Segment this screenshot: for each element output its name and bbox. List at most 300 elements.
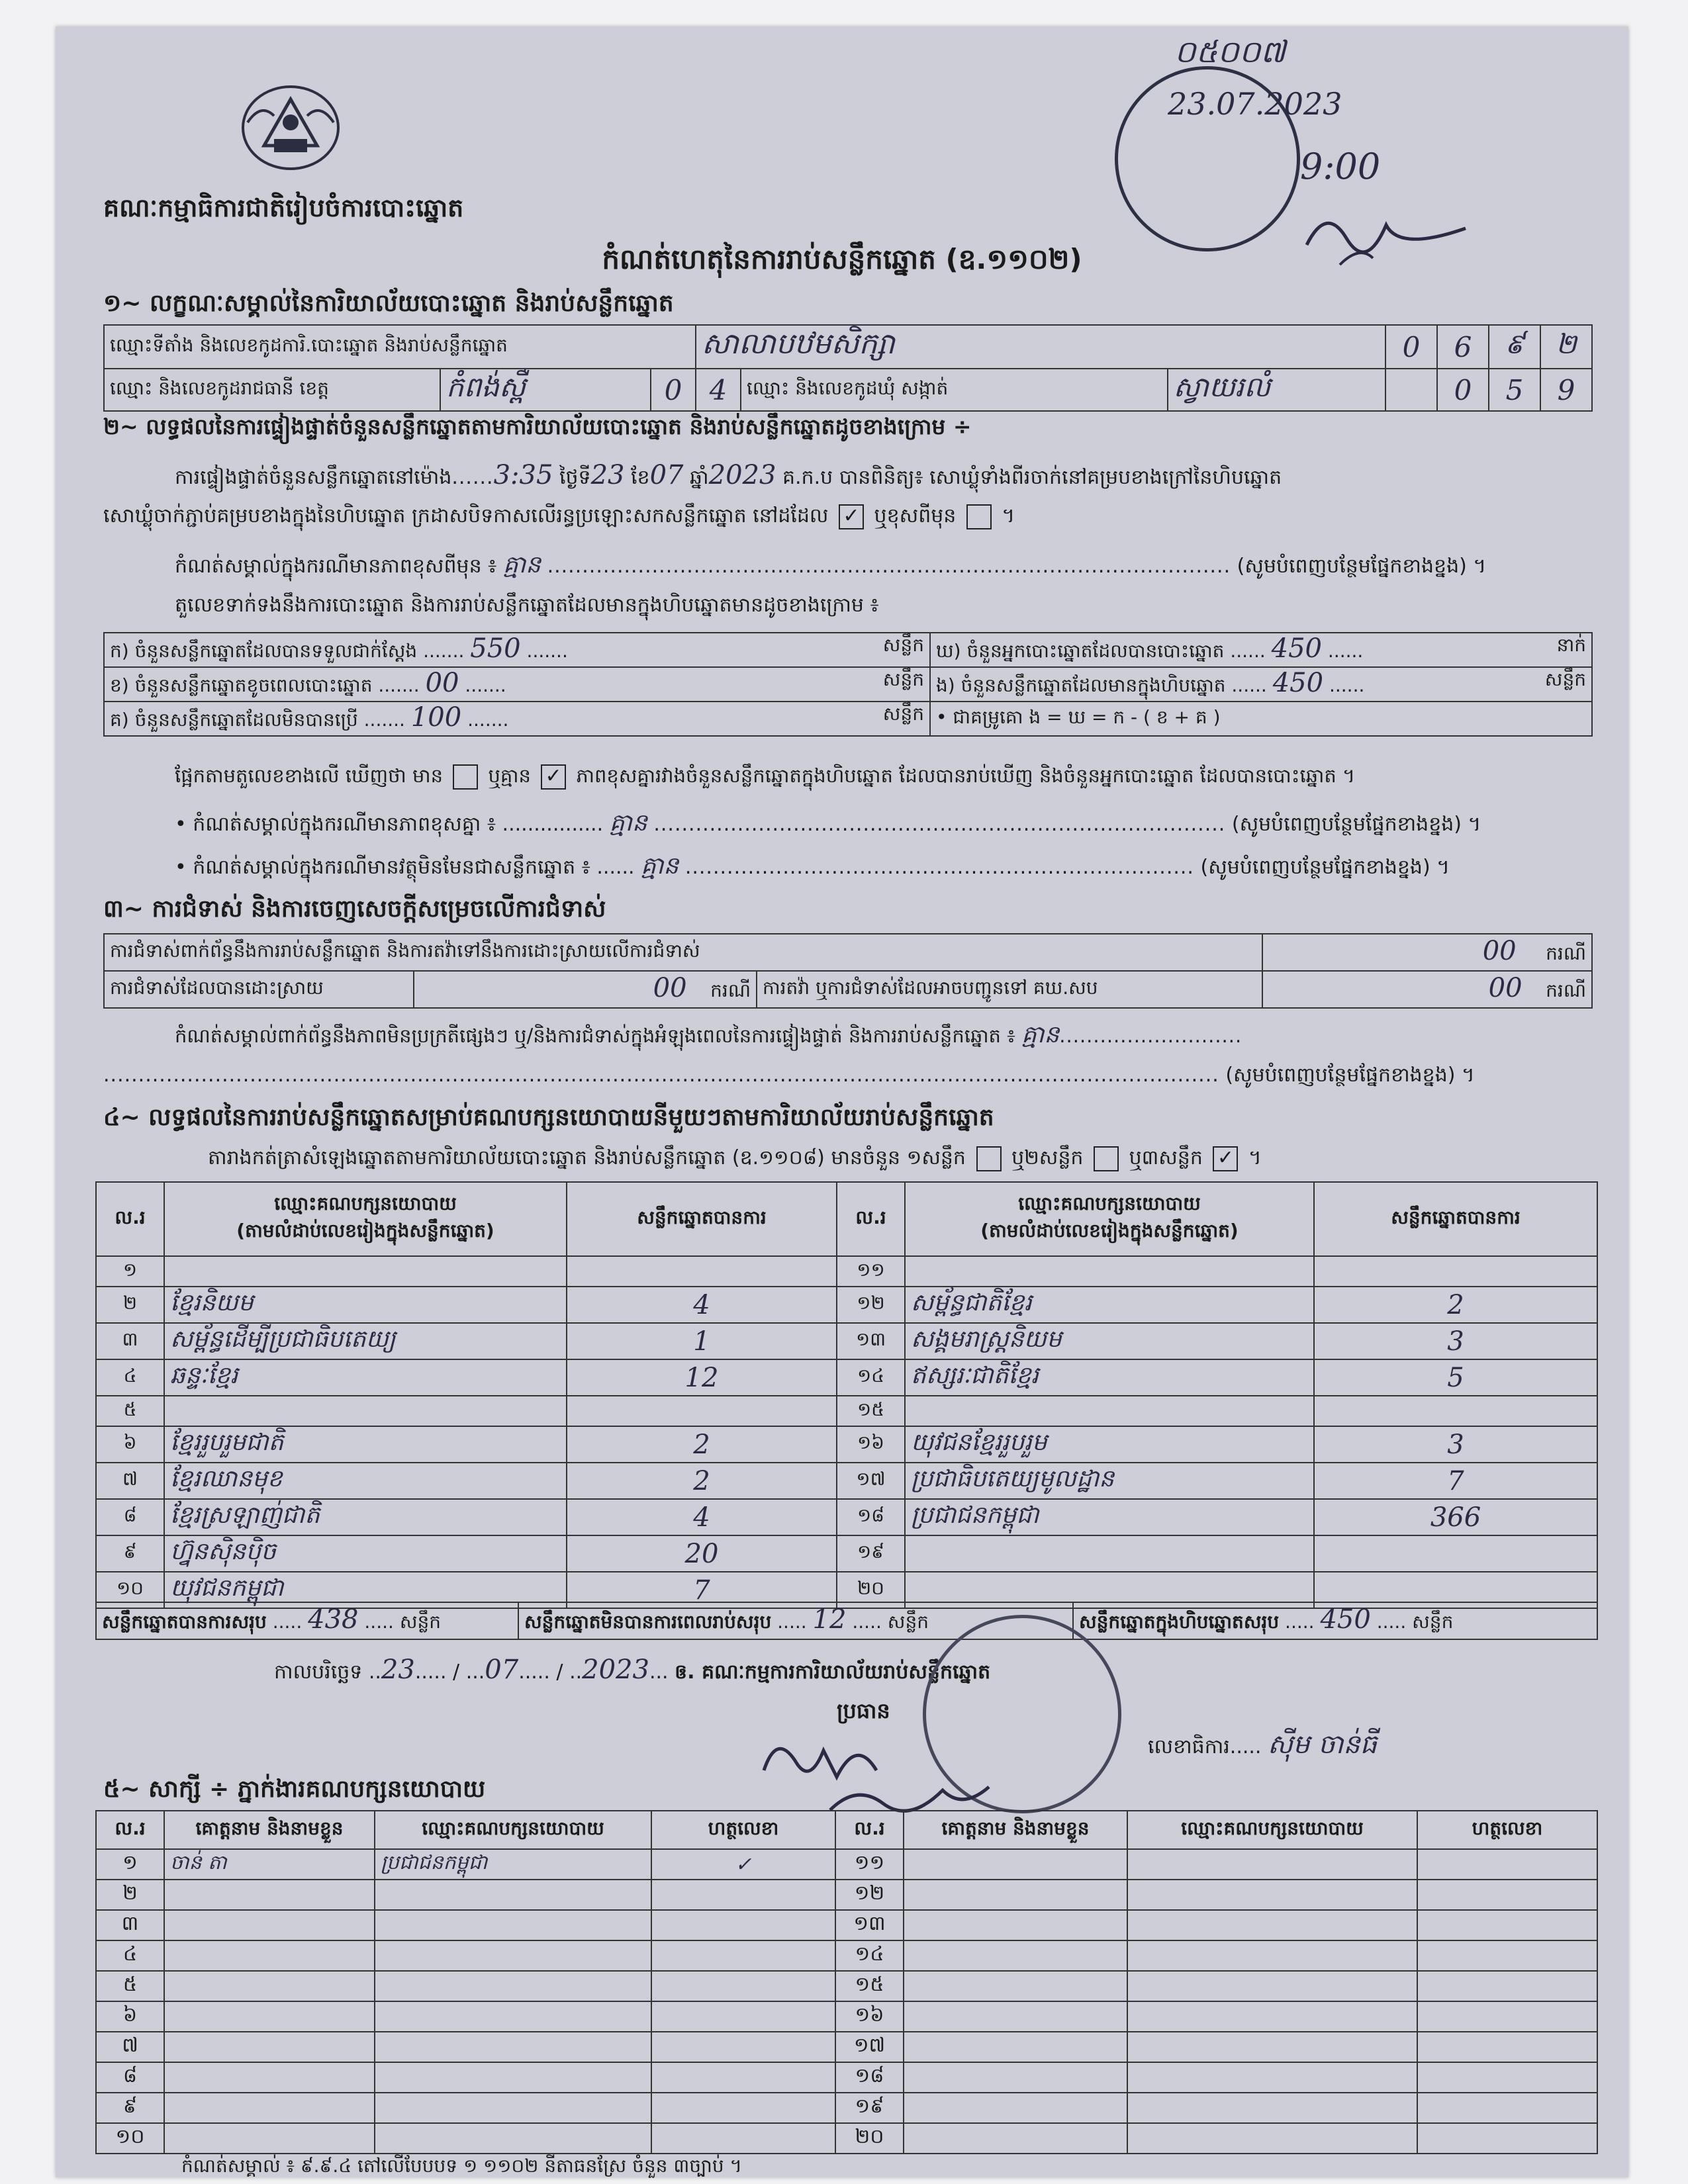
party-name [905, 1256, 1314, 1287]
witness-signature [651, 2062, 835, 2093]
ng-unit: សន្លឹក [1544, 668, 1586, 690]
complaints-row2-value-cell [414, 971, 757, 1008]
site-code-2: 6 [1437, 325, 1489, 369]
party-votes [1314, 1256, 1597, 1287]
table-row [96, 1256, 1597, 1287]
section2-line3: កំណត់សម្គាល់ក្នុងករណីមានភាពខុសពីមុន ៖ គ្មាន .................................................................................................. (សូមបំពេញបន្ថែមផ្នែកខាងខ្នង) ។ [175, 551, 1487, 578]
complaints-row1-label: ការជំទាស់ពាក់ព័ន្ធនឹងការរាប់សន្លឹកឆ្នោត និងការតវ៉ាទៅនឹងការដោះស្រាយលើការជំទាស់ [104, 934, 1262, 971]
witness-party [375, 2001, 651, 2032]
commune-code-1: 0 [1437, 369, 1489, 411]
line2-or-text: ឬខុសពីមុន [874, 504, 957, 527]
witness-name [164, 2093, 375, 2123]
row-no: ១៣ [835, 1910, 904, 1940]
row-no: ១៦ [837, 1426, 905, 1463]
two-sheet-checkbox[interactable] [1094, 1146, 1119, 1171]
unchanged-checkbox[interactable]: ✓ [839, 504, 864, 529]
row-no: ៣ [96, 1323, 164, 1359]
witness-party [1127, 1880, 1417, 1910]
section2-line2: សោឃ្លុំចាក់ភ្ជាប់គម្របខាងក្នុងនៃហិបឆ្នោត ក្រដាសបិទកាសលើរន្ធប្រឡោះសកសន្លឹកឆ្នោត នៅដដែល ✓ ឬខុសពីមុន ។ [103, 503, 1015, 532]
party-votes [1314, 1396, 1597, 1426]
witness-signature: ✓ [651, 1849, 835, 1880]
kha-label: ខ) ចំនួនសន្លឹកឆ្នោតខូចពេលបោះឆ្នោត [110, 674, 373, 696]
row-no: ៣ [96, 1910, 164, 1940]
chair-signature-icon [751, 1711, 1002, 1826]
party-votes [567, 1396, 837, 1426]
total-box-value: 450 [1320, 1604, 1371, 1635]
row-no: ១១ [837, 1256, 905, 1287]
complaints-row1-unit: ករណី [1546, 942, 1586, 964]
commune-code-blank [1385, 369, 1437, 411]
kho-unit: នាក់ [1556, 634, 1586, 656]
line1-suffix: គ.ក.ប បានពិនិត្យ៖ សោឃ្លុំទាំងពីរចាក់នៅគម្របខាងក្រៅនៃហិបឆ្នោត [782, 466, 1282, 489]
col-party-left [164, 1182, 567, 1256]
total-box-label: សន្លឹកឆ្នោតក្នុងហិបឆ្នោតសរុប [1079, 1611, 1280, 1633]
witness-signature [1417, 2001, 1597, 2032]
section2-note1: • កំណត់សម្គាល់ក្នុងករណីមានភាពខុសគ្នា ៖ ................ គ្មាន .................................................................................. (សូមបំពេញបន្ថែមផ្នែកខាងខ្នង) ។ [175, 809, 1481, 837]
witness-name [904, 1849, 1127, 1880]
witness-party [375, 2032, 651, 2062]
witness-signature [1417, 1971, 1597, 2001]
line5-a: ផ្អែកតាមតួលេខខាងលើ ឃើញថា មាន [175, 764, 444, 787]
line1-prefix: ការផ្ទៀងផ្ទាត់ចំនួនសន្លឹកឆ្នោតនៅម៉ោង [175, 466, 452, 489]
party-name: ឆន្ទៈខ្មែរ [164, 1359, 567, 1396]
party-votes: 2 [1314, 1287, 1597, 1323]
row-no: ១០ [96, 2123, 164, 2154]
province-code-2: 4 [696, 369, 741, 411]
secretary-label: លេខាធិការ [1148, 1735, 1230, 1758]
committee-label: ឲ. គណៈកម្មការការិយាល័យរាប់សន្លឹកឆ្នោត [675, 1661, 991, 1684]
commune-code-3: 9 [1540, 369, 1592, 411]
party-votes: 3 [1314, 1323, 1597, 1359]
witness-name [904, 2093, 1127, 2123]
row-no: ១២ [837, 1287, 905, 1323]
row-no: ១៤ [835, 1940, 904, 1971]
party-name [905, 1396, 1314, 1426]
date-year: 2023 [582, 1655, 649, 1685]
party-name: សង្គមរាស្ត្រនិយម [905, 1323, 1314, 1359]
witness-name [164, 1880, 375, 1910]
witness-signature [1417, 1910, 1597, 1940]
commune-code-2: 5 [1489, 369, 1540, 411]
year-label: ឆ្នាំ [690, 466, 709, 489]
witness-party [1127, 2001, 1417, 2032]
section3-note-line2: ................................................................................................................................................................ (សូមបំពេញបន្ថែមផ្នែកខាងខ្នង) ។ [103, 1064, 1475, 1087]
total-invalid-value: 12 [812, 1604, 847, 1635]
party-name [164, 1396, 567, 1426]
witness-party [375, 1940, 651, 1971]
section3-note-value: គ្មាន [1021, 1021, 1060, 1048]
row-no: ១៨ [835, 2062, 904, 2093]
complaints-row2-value2-cell [1262, 971, 1592, 1008]
witness-signature [1417, 2032, 1597, 2062]
row-no: ៨ [96, 1499, 164, 1535]
table-row [96, 2093, 1597, 2123]
party-votes [1314, 1535, 1597, 1572]
witness-signature [651, 2032, 835, 2062]
witness-name [904, 2032, 1127, 2062]
line2-text: សោឃ្លុំចាក់ភ្ជាប់គម្របខាងក្នុងនៃហិបឆ្នោត ក្រដាសបិទកាសលើរន្ធប្រឡោះសកសន្លឹកឆ្នោត នៅដដែល [103, 504, 829, 527]
table-row [96, 1463, 1597, 1499]
table-row [96, 2001, 1597, 2032]
section1-table [103, 324, 1593, 412]
three-sheet-checkbox[interactable]: ✓ [1213, 1146, 1238, 1171]
witness-name [904, 2123, 1127, 2154]
complaints-row2-unit: ករណី [710, 979, 751, 1001]
note1-fill-note: (សូមបំពេញបន្ថែមផ្នែកខាងខ្នង) ។ [1231, 813, 1481, 836]
party-votes: 2 [567, 1426, 837, 1463]
party-votes: 4 [567, 1499, 837, 1535]
total-invalid-label: សន្លឹកឆ្នោតមិនបានការពេលរាប់សរុប [524, 1611, 772, 1633]
col-party-left-sub: (តាមលំដាប់លេខរៀងក្នុងសន្លឹកឆ្នោត) [236, 1220, 494, 1242]
witness-party [1127, 1910, 1417, 1940]
w-col-party-left: ឈ្មោះគណបក្សនយោបាយ [375, 1811, 651, 1849]
row-no: ១៩ [835, 2093, 904, 2123]
row-no: ៥ [96, 1396, 164, 1426]
total-invalid-unit: សន្លឹក [887, 1611, 929, 1633]
table-row [96, 1971, 1597, 2001]
party-votes: 5 [1314, 1359, 1597, 1396]
witness-name [904, 1910, 1127, 1940]
form-title: កំណត់ហេតុនៃការរាប់សន្លឹកឆ្នោត (ឧ.១១០២) [602, 243, 1082, 275]
witness-party [1127, 1849, 1417, 1880]
org-name: គណៈកម្មាធិការជាតិរៀបចំការបោះឆ្នោត [103, 193, 464, 222]
row-no: ១៦ [835, 2001, 904, 2032]
witness-name [904, 2001, 1127, 2032]
one-sheet-checkbox[interactable] [976, 1146, 1002, 1171]
party-votes: 1 [567, 1323, 837, 1359]
witness-signature [651, 2093, 835, 2123]
table-row [96, 1396, 1597, 1426]
party-name: ខ្មែរនិយម [164, 1287, 567, 1323]
party-name: ខ្មែរឈានមុខ [164, 1463, 567, 1499]
row-no: ១៧ [837, 1463, 905, 1499]
party-name: សម្ព័ន្ធជាតិខ្មែរ [905, 1287, 1314, 1323]
total-invalid-cell: សន្លឹកឆ្នោតមិនបានការពេលរាប់សរុប ..... 12 ..... សន្លឹក [518, 1602, 1073, 1639]
ng-label: ង) ចំនួនសន្លឹកឆ្នោតដែលមានក្នុងហិបឆ្នោត [936, 674, 1226, 696]
witness-party [1127, 2032, 1417, 2062]
section2-line5 [175, 764, 1355, 792]
witness-signature [651, 1910, 835, 1940]
date-month: 07 [485, 1655, 519, 1685]
complaints-row1-value-cell [1262, 934, 1592, 971]
witness-name [164, 2001, 375, 2032]
kho-label: ឃ) ចំនួនអ្នកបោះឆ្នោតដែលបានបោះឆ្នោត [936, 640, 1225, 662]
table-row [96, 1359, 1597, 1396]
col-no-right: ល.រ [837, 1182, 905, 1256]
results-body [96, 1256, 1597, 1608]
witness-party [1127, 2123, 1417, 2154]
witness-body [96, 1849, 1597, 2154]
w-col-name-right: គោត្តនាម និងនាមខ្លួន [904, 1811, 1127, 1849]
note1-value: គ្មាន [609, 809, 647, 837]
complaints-table [103, 933, 1593, 1009]
ka-unit: សន្លឹក [882, 634, 924, 656]
party-votes: 12 [567, 1359, 837, 1396]
witness-signature [1417, 2062, 1597, 2093]
two-sheet-label: ឬ២សន្លឹក [1011, 1146, 1084, 1169]
row-no: ២ [96, 1287, 164, 1323]
note2-fill-note: (សូមបំពេញបន្ថែមផ្នែកខាងខ្នង) ។ [1200, 856, 1450, 879]
section3-note-label: កំណត់សម្គាល់ពាក់ព័ន្ធនឹងភាពមិនប្រក្រតីផ្សេងៗ ឬ/និងការជំទាស់ក្នុងអំឡុងពេលនៃការផ្ទៀងផ្ទាត់ និងការរាប់សន្លឹកឆ្នោត ៖ [175, 1024, 1015, 1047]
total-valid-cell: សន្លឹកឆ្នោតបានការសរុប ..... 438 ..... សន្លឹក [96, 1602, 518, 1639]
row-kha: ខ) ចំនួនសន្លឹកឆ្នោតខូចពេលបោះឆ្នោត ....... 00 ....... សន្លឹក [104, 667, 930, 702]
changed-checkbox[interactable] [966, 504, 992, 529]
table-row [96, 1499, 1597, 1535]
day-label: ថ្ងៃទី [559, 466, 591, 489]
row-no: ៩ [96, 2093, 164, 2123]
witness-party [375, 2123, 651, 2154]
w-col-name-left: គោត្តនាម និងនាមខ្លួន [164, 1811, 375, 1849]
party-votes: 366 [1314, 1499, 1597, 1535]
party-name [905, 1535, 1314, 1572]
witness-name [904, 1880, 1127, 1910]
witness-table [95, 1810, 1598, 2154]
commune-value: ស្វាយរលំ [1168, 369, 1385, 411]
section3-fill-note: (សូមបំពេញបន្ថែមផ្នែកខាងខ្នង) ។ [1225, 1064, 1475, 1087]
stamp-time: 9:00 [1300, 146, 1381, 187]
complaints-row2-value2: 00 [1488, 973, 1523, 1003]
witness-signature [1417, 1849, 1597, 1880]
witness-signature [651, 2123, 835, 2154]
w-col-no-right: ល.រ [835, 1811, 904, 1849]
witness-party [375, 1880, 651, 1910]
row-no: ៩ [96, 1535, 164, 1572]
table-row [96, 1880, 1597, 1910]
row-no: ១៥ [835, 1971, 904, 2001]
col-votes-right: សន្លឹកឆ្នោតបានការ [1314, 1182, 1597, 1256]
witness-signature [1417, 2093, 1597, 2123]
w-col-no-left: ល.រ [96, 1811, 164, 1849]
ko-unit: សន្លឹក [882, 703, 924, 725]
witness-name [164, 2062, 375, 2093]
line5-b: ឬគ្មាន [488, 764, 531, 787]
section5-title: ៥~ សាក្សី ÷ ភ្នាក់ងារគណបក្សនយោបាយ [103, 1776, 486, 1803]
complaints-row2-label2: ការតវ៉ា ឬការជំទាស់ដែលអាចបញ្ជូនទៅ គឃ.សប [757, 971, 1262, 1008]
witness-party [1127, 2093, 1417, 2123]
note2-label: • កំណត់សម្គាល់ក្នុងករណីមានវត្ថុមិនមែនជាសន្លឹកឆ្នោត ៖ [175, 856, 590, 879]
row-no: ៧ [96, 1463, 164, 1499]
table-row [96, 1287, 1597, 1323]
month-label: ខែ [631, 466, 650, 489]
row-ng: ង) ចំនួនសន្លឹកឆ្នោតដែលមានក្នុងហិបឆ្នោត ...... 450 ...... សន្លឹក [930, 667, 1592, 702]
col-party-right-title: ឈ្មោះគណបក្សនយោបាយ [1018, 1193, 1201, 1214]
province-code-1: 0 [651, 369, 696, 411]
witness-party [1127, 1940, 1417, 1971]
witness-name [164, 2123, 375, 2154]
witness-signature [651, 1971, 835, 2001]
ko-value: 100 [410, 702, 462, 733]
total-box-cell: សន្លឹកឆ្នោតក្នុងហិបឆ្នោតសរុប ..... 450 ..... សន្លឹក [1073, 1602, 1597, 1639]
row-no: ១២ [835, 1880, 904, 1910]
ng-value: 450 [1272, 668, 1324, 698]
count-day: 23 [590, 460, 625, 490]
witness-party [1127, 1971, 1417, 2001]
note1-label: • កំណត់សម្គាល់ក្នុងករណីមានភាពខុសគ្នា ៖ [175, 813, 496, 836]
section4-intro: តារាងកត់ត្រាសំឡេងឆ្នោតតាមការិយាល័យបោះឆ្នោត និងរាប់សន្លឹកឆ្នោត (ឧ.១១០៨) មានចំនួន ១សន្លឹក ឬ២សន្លឹក ឬ៣សន្លឹក ✓ ។ [208, 1145, 1262, 1174]
table-row [96, 1323, 1597, 1359]
witness-signature [651, 1940, 835, 1971]
witness-name [164, 1971, 375, 2001]
site-value: សាលាបឋមសិក្សា [696, 325, 1385, 369]
secretary-name: ស៊ីម ចាន់ធី [1268, 1729, 1378, 1760]
col-party-left-title: ឈ្មោះគណបក្សនយោបាយ [274, 1193, 457, 1214]
row-no: ១ [96, 1256, 164, 1287]
col-no-left: ល.រ [96, 1182, 164, 1256]
site-code-4: ២ [1540, 325, 1592, 369]
no-difference-checkbox[interactable]: ✓ [541, 764, 566, 790]
formula: • ជាគម្រូគោ ង = ឃ = ក - ( ខ + គ ) [930, 702, 1592, 736]
witness-signature [1417, 1880, 1597, 1910]
row-no: ១៥ [837, 1396, 905, 1426]
witness-party [375, 1971, 651, 2001]
province-label: ឈ្មោះ និងលេខកូដរាជធានី ខេត្ត [104, 369, 440, 411]
w-col-sign-left: ហត្ថលេខា [651, 1811, 835, 1849]
row-no: ៨ [96, 2062, 164, 2093]
count-month: 07 [649, 460, 684, 490]
site-code-1: 0 [1385, 325, 1437, 369]
row-no: ៦ [96, 1426, 164, 1463]
row-no: ៥ [96, 1971, 164, 2001]
note2-value: គ្មាន [641, 852, 679, 880]
party-votes: 3 [1314, 1426, 1597, 1463]
col-votes-left: សន្លឹកឆ្នោតបានការ [567, 1182, 837, 1256]
date-label: កាលបរិច្ឆេទ [274, 1661, 363, 1684]
party-name: ប្រជាជនកម្ពុជា [905, 1499, 1314, 1535]
section3-title: ៣~ ការជំទាស់ និងការចេញសេចក្តីសម្រេចលើការជំទាស់ [103, 895, 606, 923]
w-col-party-right: ឈ្មោះគណបក្សនយោបាយ [1127, 1811, 1417, 1849]
total-valid-label: សន្លឹកឆ្នោតបានការសរុប [102, 1611, 267, 1633]
party-votes: 2 [567, 1463, 837, 1499]
row-no: ១៩ [837, 1535, 905, 1572]
complaints-row2-label: ការជំទាស់ដែលបានដោះស្រាយ [104, 971, 414, 1008]
section4-intro-text: តារាងកត់ត្រាសំឡេងឆ្នោតតាមការិយាល័យបោះឆ្នោត និងរាប់សន្លឹកឆ្នោត (ឧ.១១០៨) មានចំនួន ១សន្លឹក [208, 1146, 966, 1169]
table-row [96, 2123, 1597, 2154]
site-label: ឈ្មោះទីតាំង និងលេខកូដការិ.បោះឆ្នោត និងរាប់សន្លឹកឆ្នោត [104, 325, 696, 369]
commune-label: ឈ្មោះ និងលេខកូដឃុំ សង្កាត់ [741, 369, 1168, 411]
section2-title: ២~ លទ្ធផលនៃការផ្ទៀងផ្ទាត់ចំនួនសន្លឹកឆ្នោតតាមការិយាល័យបោះឆ្នោត និងរាប់សន្លឹកឆ្នោតដូចខាងក្រោម ÷ [103, 414, 972, 439]
col-party-right [905, 1182, 1314, 1256]
row-no: ៤ [96, 1940, 164, 1971]
has-difference-checkbox[interactable] [453, 764, 478, 790]
row-no: ១ [96, 1849, 164, 1880]
totals-table [95, 1602, 1598, 1640]
row-no: ២០ [835, 2123, 904, 2154]
party-name: ហ្វ៊ុនស៊ិនប៉ិច [164, 1535, 567, 1572]
kho-value: 450 [1271, 633, 1323, 664]
party-votes: 7 [1314, 1463, 1597, 1499]
nec-emblem-icon [234, 76, 347, 175]
witness-signature [1417, 2123, 1597, 2154]
section2-line1: ការផ្ទៀងផ្ទាត់ចំនួនសន្លឹកឆ្នោតនៅម៉ោង......3:35 ថ្ងៃទី23 ខែ07 ឆ្នាំ2023 គ.ក.ប បានពិនិត្យ៖ សោឃ្លុំទាំងពីរចាក់នៅគម្របខាងក្រៅនៃហិបឆ្នោត [175, 460, 1282, 490]
section1-title: ១~ លក្ខណៈសម្គាល់នៃការិយាល័យបោះឆ្នោត និងរាប់សន្លឹកឆ្នោត [103, 290, 674, 317]
site-code-3: ៩ [1489, 325, 1540, 369]
total-valid-unit: សន្លឹក [399, 1611, 442, 1633]
row-ko: គ) ចំនួនសន្លឹកឆ្នោតដែលមិនបានប្រើ ....... 100 ....... សន្លឹក [104, 702, 930, 736]
table-row [96, 2062, 1597, 2093]
row-no: ១០ [96, 1572, 164, 1608]
witness-name [164, 2032, 375, 2062]
party-name: ប្រជាធិបតេយ្យមូលដ្ឋាន [905, 1463, 1314, 1499]
party-votes: 20 [567, 1535, 837, 1572]
w-col-sign-right: ហត្ថលេខា [1417, 1811, 1597, 1849]
table-row [96, 1940, 1597, 1971]
witness-name: ចាន់ តា [164, 1849, 375, 1880]
date-line: កាលបរិច្ឆេទ ..23..... / ...07..... / ..2023... ឲ. គណៈកម្មការការិយាល័យរាប់សន្លឹកឆ្នោត [274, 1655, 991, 1685]
row-no: ៦ [96, 2001, 164, 2032]
party-votes: 7 [567, 1572, 837, 1608]
table-row [96, 2032, 1597, 2062]
party-votes [567, 1256, 837, 1287]
complaints-row1-value: 00 [1482, 936, 1517, 966]
table-row [96, 1910, 1597, 1940]
witness-signature [1417, 1940, 1597, 1971]
chair-label: ប្រធាន [837, 1698, 890, 1723]
row-no: ១១ [835, 1849, 904, 1880]
line3-fill-note: (សូមបំពេញបន្ថែមផ្នែកខាងខ្នង) ។ [1237, 555, 1487, 578]
witness-party [375, 1910, 651, 1940]
section2-note2: • កំណត់សម្គាល់ក្នុងករណីមានវត្ថុមិនមែនជាសន្លឹកឆ្នោត ៖ ...... គ្មាន ......................................................................... (សូមបំពេញបន្ថែមផ្នែកខាងខ្នង) ។ [175, 852, 1450, 880]
total-valid-value: 438 [308, 1604, 359, 1635]
witness-name [164, 1940, 375, 1971]
kha-unit: សន្លឹក [882, 668, 924, 690]
date-day: 23 [381, 1655, 415, 1685]
row-no: ១៧ [835, 2032, 904, 2062]
count-year: 2023 [708, 460, 776, 490]
row-no: ១៤ [837, 1359, 905, 1396]
witness-name [904, 1940, 1127, 1971]
witness-name [164, 1910, 375, 1940]
ko-label: គ) ចំនួនសន្លឹកឆ្នោតដែលមិនបានប្រើ [110, 709, 358, 731]
witness-party [375, 2093, 651, 2123]
line5-c: ភាពខុសគ្នារវាងចំនួនសន្លឹកឆ្នោតក្នុងហិបឆ្នោត ដែលបានរាប់ឃើញ និងចំនួនអ្នកបោះឆ្នោត ដែលបានបោះឆ្នោត ។ [576, 764, 1356, 787]
party-name: ខ្មែរស្រឡាញ់ជាតិ [164, 1499, 567, 1535]
witness-name [904, 1971, 1127, 2001]
party-votes: 4 [567, 1287, 837, 1323]
row-no: ២០ [837, 1572, 905, 1608]
total-box-unit: សន្លឹក [1412, 1611, 1454, 1633]
row-kho: ឃ) ចំនួនអ្នកបោះឆ្នោតដែលបានបោះឆ្នោត ...... 450 ...... នាក់ [930, 633, 1592, 667]
province-value: កំពង់ស្ពឺ [440, 369, 651, 411]
table-row [96, 1426, 1597, 1463]
count-time: 3:35 [493, 460, 553, 490]
ka-label: ក) ចំនួនសន្លឹកឆ្នោតដែលបានទទួលជាក់ស្តែង [110, 640, 418, 662]
party-name: សម្ព័ន្ធដើម្បីប្រជាធិបតេយ្យ [164, 1323, 567, 1359]
witness-party: ប្រជាជនកម្ពុជា [375, 1849, 651, 1880]
party-name [164, 1256, 567, 1287]
table-row [96, 1849, 1597, 1880]
witness-signature [651, 2001, 835, 2032]
party-name: ឥស្សរៈជាតិខ្មែរ [905, 1359, 1314, 1396]
complaints-row2-unit2: ករណី [1546, 979, 1586, 1001]
line3-label: កំណត់សម្គាល់ក្នុងករណីមានភាពខុសពីមុន ៖ [175, 555, 497, 578]
results-table [95, 1181, 1598, 1609]
row-no: ៤ [96, 1359, 164, 1396]
complaints-row2-value: 00 [653, 973, 687, 1003]
witness-party [375, 2062, 651, 2093]
document-sheet [56, 26, 1628, 2177]
footer-note: កំណត់សម្គាល់ ៖ ៩.៩.៤ តៅលើបែបបទ ១ ១១០២ នីតាធនស្រែ ចំនួន ៣ច្បាប់ ។ [181, 2155, 742, 2177]
ka-value: 550 [470, 633, 521, 664]
section3-note: កំណត់សម្គាល់ពាក់ព័ន្ធនឹងភាពមិនប្រក្រតីផ្សេងៗ ឬ/និងការជំទាស់ក្នុងអំឡុងពេលនៃការផ្ទៀងផ្ទាត់ និងការរាប់សន្លឹកឆ្នោត ៖ គ្មាន........................... [175, 1021, 1243, 1048]
row-ka: ក) ចំនួនសន្លឹកឆ្នោតដែលបានទទួលជាក់ស្តែង ....... 550 ....... សន្លឹក [104, 633, 930, 667]
section2-line4: តួលេខទាក់ទងនឹងការបោះឆ្នោត និងការរាប់សន្លឹកឆ្នោតដែលមានក្នុងហិបឆ្នោតមានដូចខាងក្រោម ៖ [175, 594, 879, 617]
col-party-right-sub: (តាមលំដាប់លេខរៀងក្នុងសន្លឹកឆ្នោត) [980, 1220, 1239, 1242]
row-no: ៧ [96, 2032, 164, 2062]
party-name: យុវជនកម្ពុជា [164, 1572, 567, 1608]
secretary-line: លេខាធិការ..... ស៊ីម ចាន់ធី [1148, 1729, 1378, 1760]
line3-value: គ្មាន [502, 551, 541, 578]
stamp-number: ០៥០០៧ [1174, 34, 1286, 69]
